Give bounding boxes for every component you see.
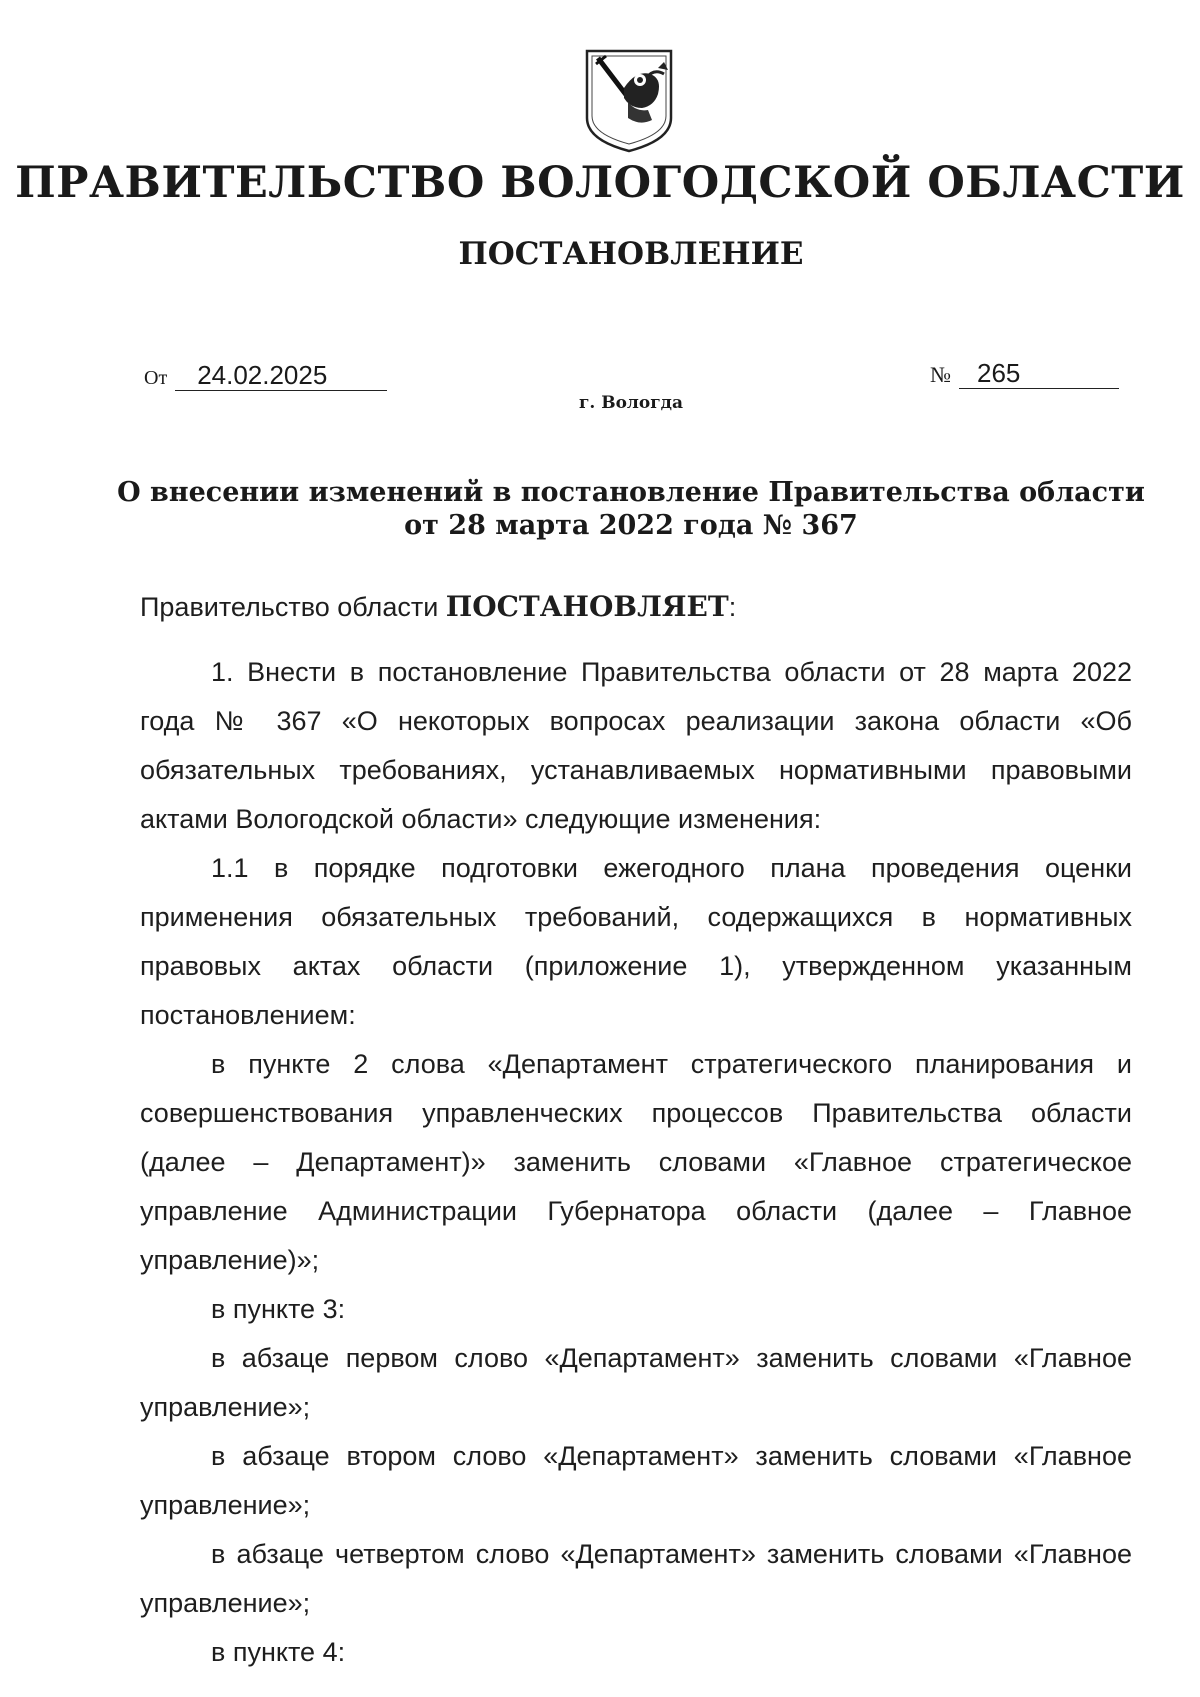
number-prefix-label: №	[930, 362, 951, 387]
decree-line	[140, 582, 1132, 632]
paragraph-1: 1. Внести в постановление Правительства области от 28 марта 2022 года № 367 «О некоторых вопросах реализации закона области «Об обязательных требованиях, устанавливаемых нормативными правовыми актами Вологодской области» следующие изменения:	[140, 657, 1132, 834]
paragraph-abzats-4: в абзаце четвертом слово «Департамент» заменить словами «Главное управление»;	[140, 1539, 1132, 1618]
decree-word: ПОСТАНОВЛЯЕТ	[445, 590, 729, 623]
document-subject	[0, 476, 1200, 542]
decree-prefix: Правительство области	[140, 592, 439, 622]
decree-suffix: :	[728, 592, 737, 622]
document-date-row	[144, 362, 387, 391]
date-prefix-label: От	[144, 367, 168, 389]
document-city: г. Вологда	[578, 393, 684, 413]
paragraph-abzats-2: в абзаце втором слово «Департамент» заменить словами «Главное управление»;	[140, 1441, 1132, 1520]
subject-line-2: от 28 марта 2022 года № 367	[404, 510, 858, 541]
paragraph-item-2: в пункте 2 слова «Департамент стратегического планирования и совершенствования управленческих процессов Правительства области (далее – Департамент)» заменить словами «Главное стратегическое управление Администрации Губернатора области (далее – Главное управление)»;	[140, 1049, 1132, 1275]
document-date-value: 24.02.2025	[175, 362, 387, 391]
government-title: ПРАВИТЕЛЬСТВО ВОЛОГОДСКОЙ ОБЛАСТИ	[15, 158, 1185, 208]
document-number-row	[930, 360, 1119, 389]
paragraph-item-4: в пункте 4:	[211, 1637, 346, 1667]
subject-line-1: О внесении изменений в постановление Правительства области	[117, 477, 1145, 508]
paragraph-abzats-1: в абзаце первом слово «Департамент» заменить словами «Главное управление»;	[140, 1343, 1132, 1422]
paragraph-1-1: 1.1 в порядке подготовки ежегодного плана проведения оценки применения обязательных требований, содержащихся в нормативных правовых актах области (приложение 1), утвержденном указанным постановлением:	[140, 853, 1132, 1030]
document-type-title: ПОСТАНОВЛЕНИЕ	[458, 236, 804, 272]
document-number-value: 265	[959, 360, 1119, 389]
document-body	[140, 582, 1132, 1677]
coat-of-arms-icon	[584, 48, 674, 154]
paragraph-item-3: в пункте 3:	[211, 1294, 346, 1324]
